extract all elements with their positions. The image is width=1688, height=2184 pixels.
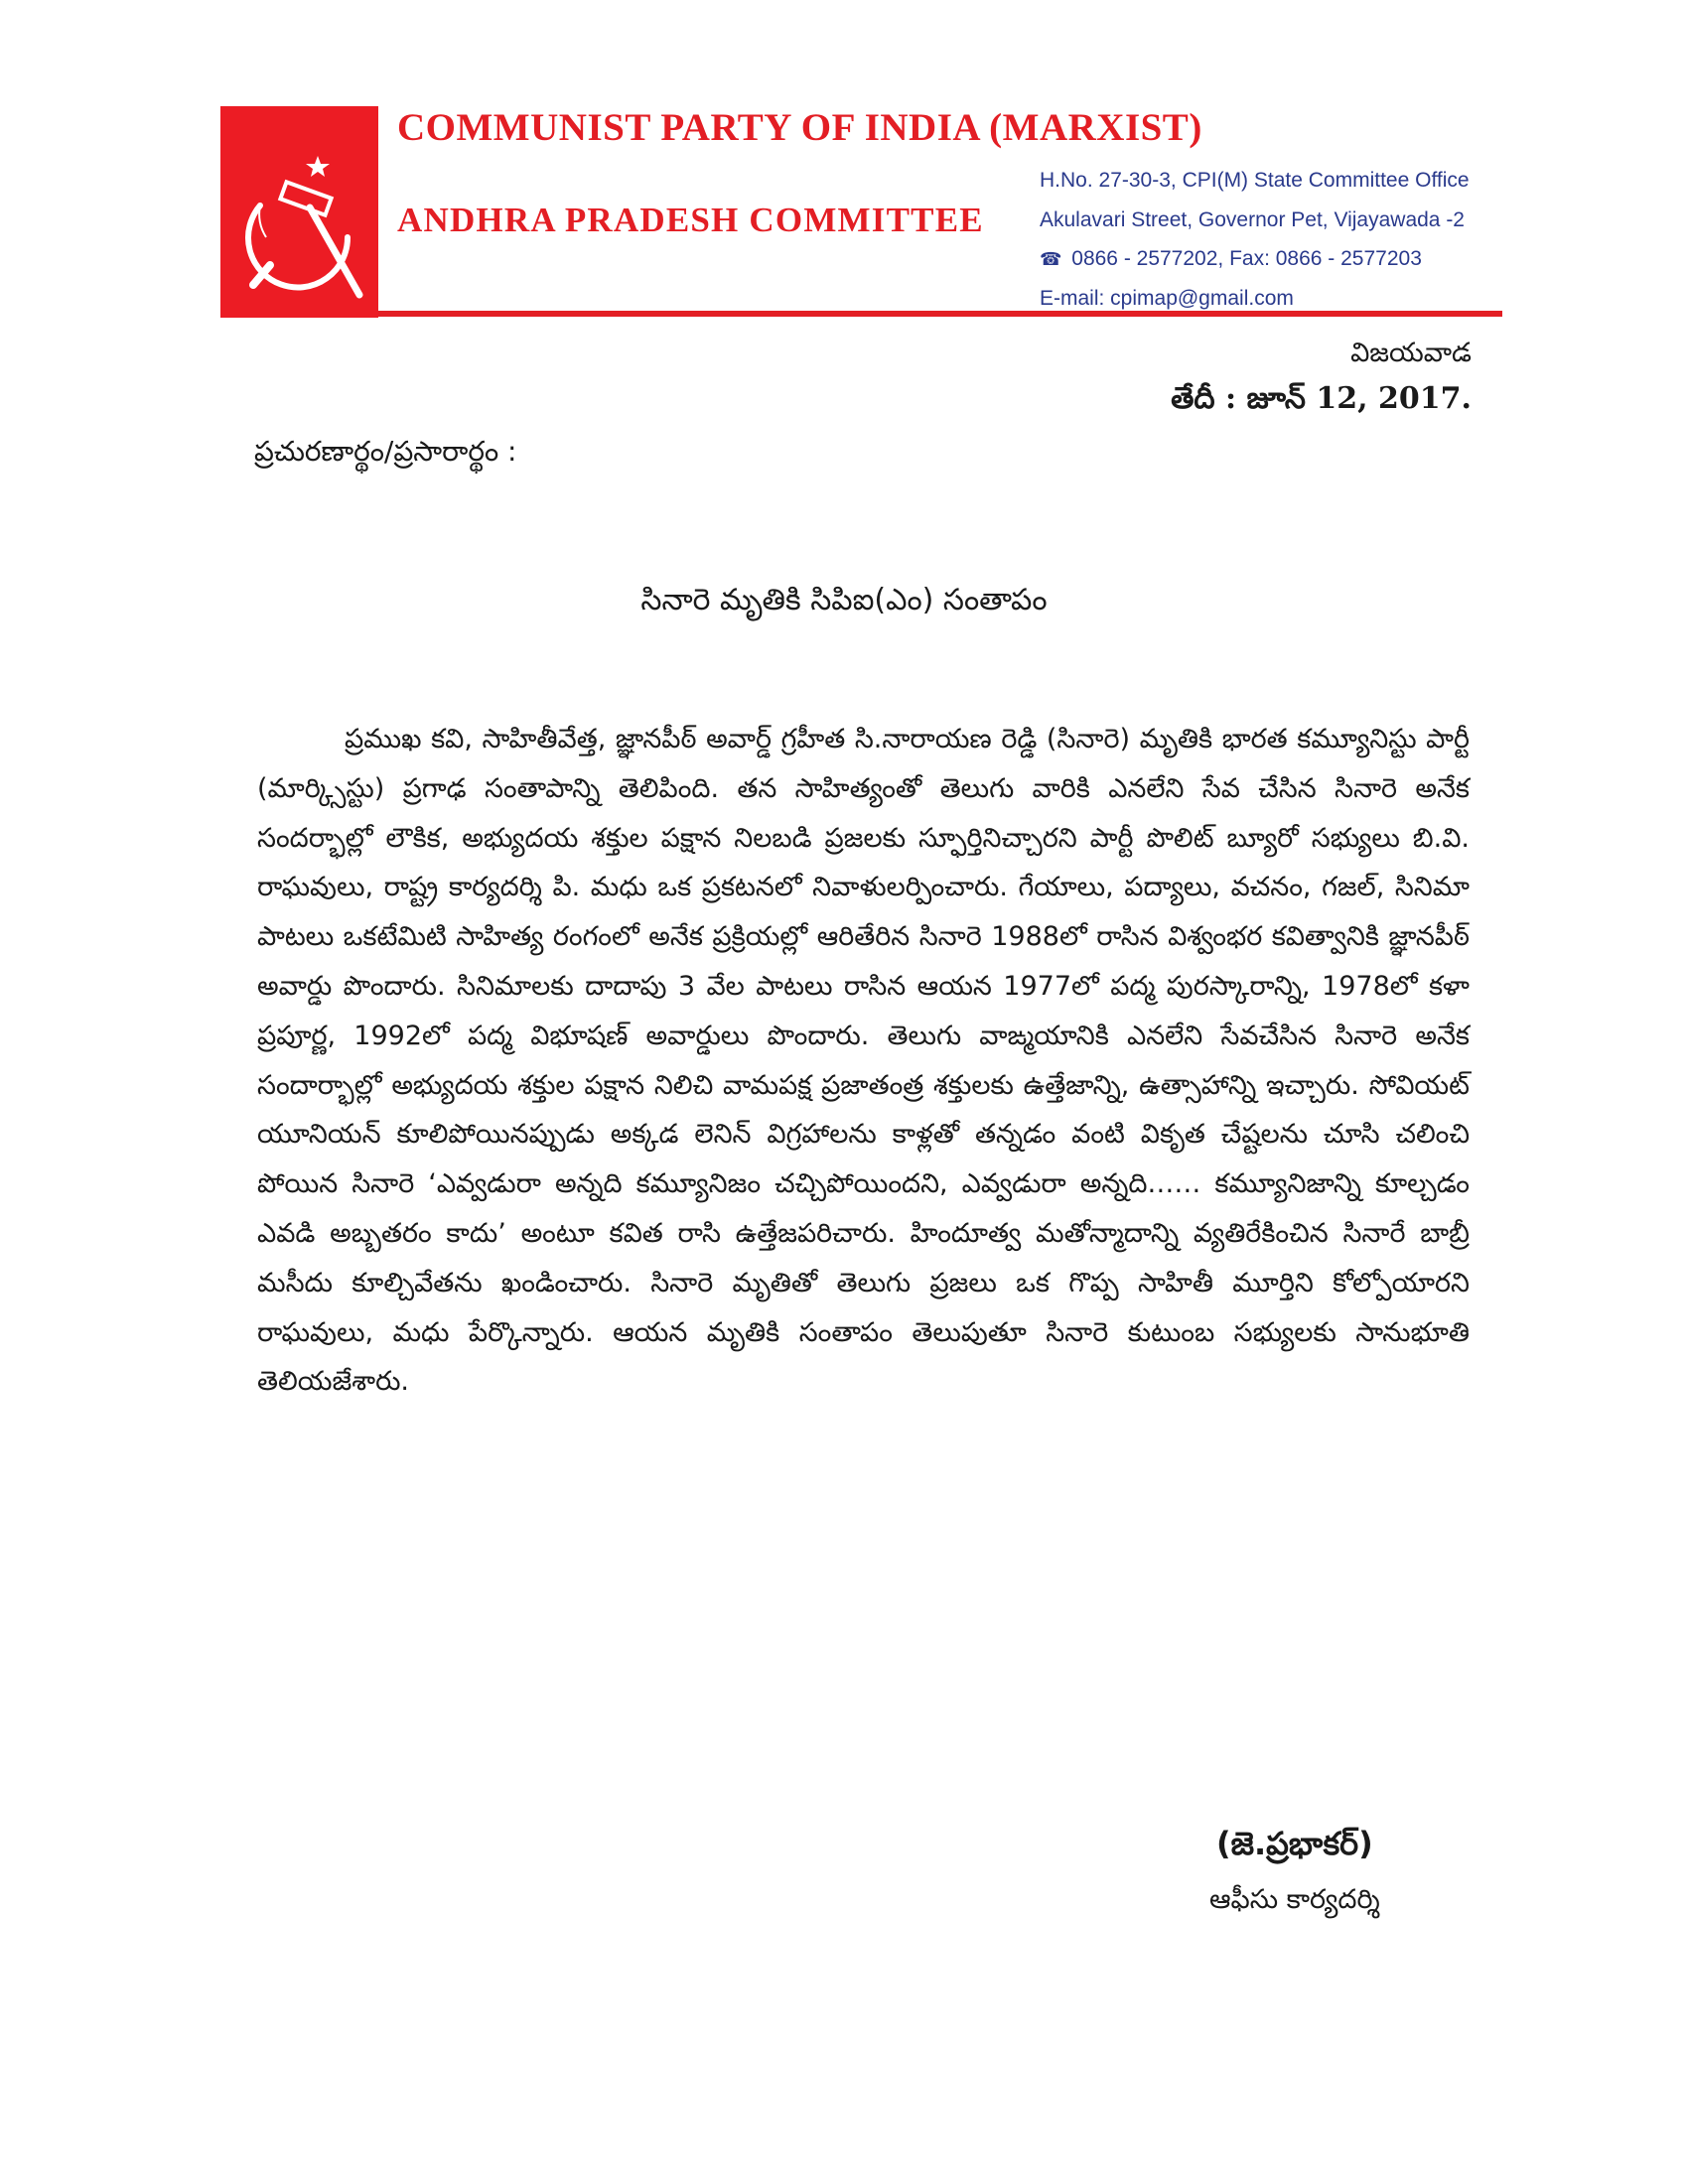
header-divider	[378, 311, 1502, 317]
date: తేదీ : జూన్ 12, 2017.	[1171, 381, 1472, 416]
phone-line-wrapper	[1040, 239, 1470, 279]
body-paragraph: ప్రముఖ కవి, సాహితీవేత్త, జ్ఞానపీఠ్ అవార్డ్ గ్రహీత సి.నారాయణ రెడ్డి (సినారె) మృతికి భారత కమ్యూనిస్టు పార్టీ (మార్క్సిస్టు) ప్రగాఢ సంతాపాన్ని తెలిపింది. తన సాహిత్యంతో తెలుగు వారికి ఎనలేని సేవ చేసిన సినారె అనేక సందర్భాల్లో లౌకిక, అభ్యుదయ శక్తుల పక్షాన నిలబడి ప్రజలకు స్ఫూర్తినిచ్చారని పార్టీ పొలిట్ బ్యూరో సభ్యులు బి.వి. రాఘవులు, రాష్ట్ర కార్యదర్శి పి. మధు ఒక ప్రకటనలో నివాళులర్పించారు. గేయాలు, పద్యాలు, వచనం, గజల్, సినిమా పాటలు ఒకటేమిటి సాహిత్య రంగంలో అనేక ప్రక్రియల్లో ఆరితేరిన సినారె 1988లో రాసిన విశ్వంభర కవిత్వానికి జ్ఞానపీఠ్ అవార్డు పొందారు. సినిమాలకు దాదాపు 3 వేల పాటలు రాసిన ఆయన 1977లో పద్మ పురస్కారాన్ని, 1978లో కళా ప్రపూర్ణ, 1992లో పద్మ విభూషణ్ అవార్డులు పొందారు. తెలుగు వాఙ్మయానికి ఎనలేని సేవచేసిన సినారె అనేక సందార్భాల్లో అభ్యుదయ శక్తుల పక్షాన నిలిచి వామపక్ష ప్రజాతంత్ర శక్తులకు ఉత్తేజాన్ని, ఉత్సాహాన్ని ఇచ్చారు. సోవియట్ యూనియన్ కూలిపోయినప్పుడు అక్కడ లెనిన్ విగ్రహాలను కాళ్లతో తన్నడం వంటి వికృత చేష్టలను చూసి చలించి పోయిన సినారె ‘ఎవ్వడురా అన్నది కమ్యూనిజం చచ్చిపోయిందని, ఎవ్వడురా అన్నది…… కమ్యూనిజాన్ని కూల్చడం ఎవడి అబ్బతరం కాదు’ అంటూ కవిత రాసి ఉత్తేజపరిచారు. హిందూత్వ మతోన్మాదాన్ని వ్యతిరేకించిన సినారే బాబ్రీ మసీదు కూల్చివేతను ఖండించారు. సినారె మృతితో తెలుగు ప్రజలు ఒక గొప్ప సాహితీ మూర్తిని కోల్పోయారని రాఘవులు, మధు పేర్కొన్నారు. ఆయన మృతికి సంతాపం తెలుపుతూ సినారె కుటుంబ సభ్యులకు సానుభూతి తెలియజేశారు.	[257, 724, 1470, 1398]
party-name: COMMUNIST PARTY OF INDIA (MARXIST)	[397, 106, 1202, 149]
party-logo	[220, 106, 378, 318]
hammer-sickle-star-icon	[220, 106, 378, 318]
phone-icon: ☎	[1040, 249, 1062, 269]
email-line: E-mail: cpimap@gmail.com	[1040, 286, 1294, 310]
subject-heading: సినారె మృతికి సిపిఐ(ఎం) సంతాపం	[640, 583, 1048, 617]
signatory-name: (జె.ప్రభాకర్)	[1216, 1825, 1373, 1862]
release-label: ప్రచురణార్థం/ప్రసారార్థం :	[254, 435, 517, 468]
committee-name: ANDHRA PRADESH COMMITTEE	[397, 201, 984, 239]
signatory-title: ఆఫీసు కార్యదర్శి	[1209, 1884, 1380, 1915]
address-block	[1040, 161, 1470, 318]
phone-line: 0866 - 2577202, Fax: 0866 - 2577203	[1071, 247, 1422, 270]
place: విజయవాడ	[1350, 338, 1472, 368]
address-line-2: Akulavari Street, Governor Pet, Vijayawada -2	[1040, 207, 1465, 231]
address-line-1: H.No. 27-30-3, CPI(M) State Committee Office	[1040, 169, 1470, 192]
